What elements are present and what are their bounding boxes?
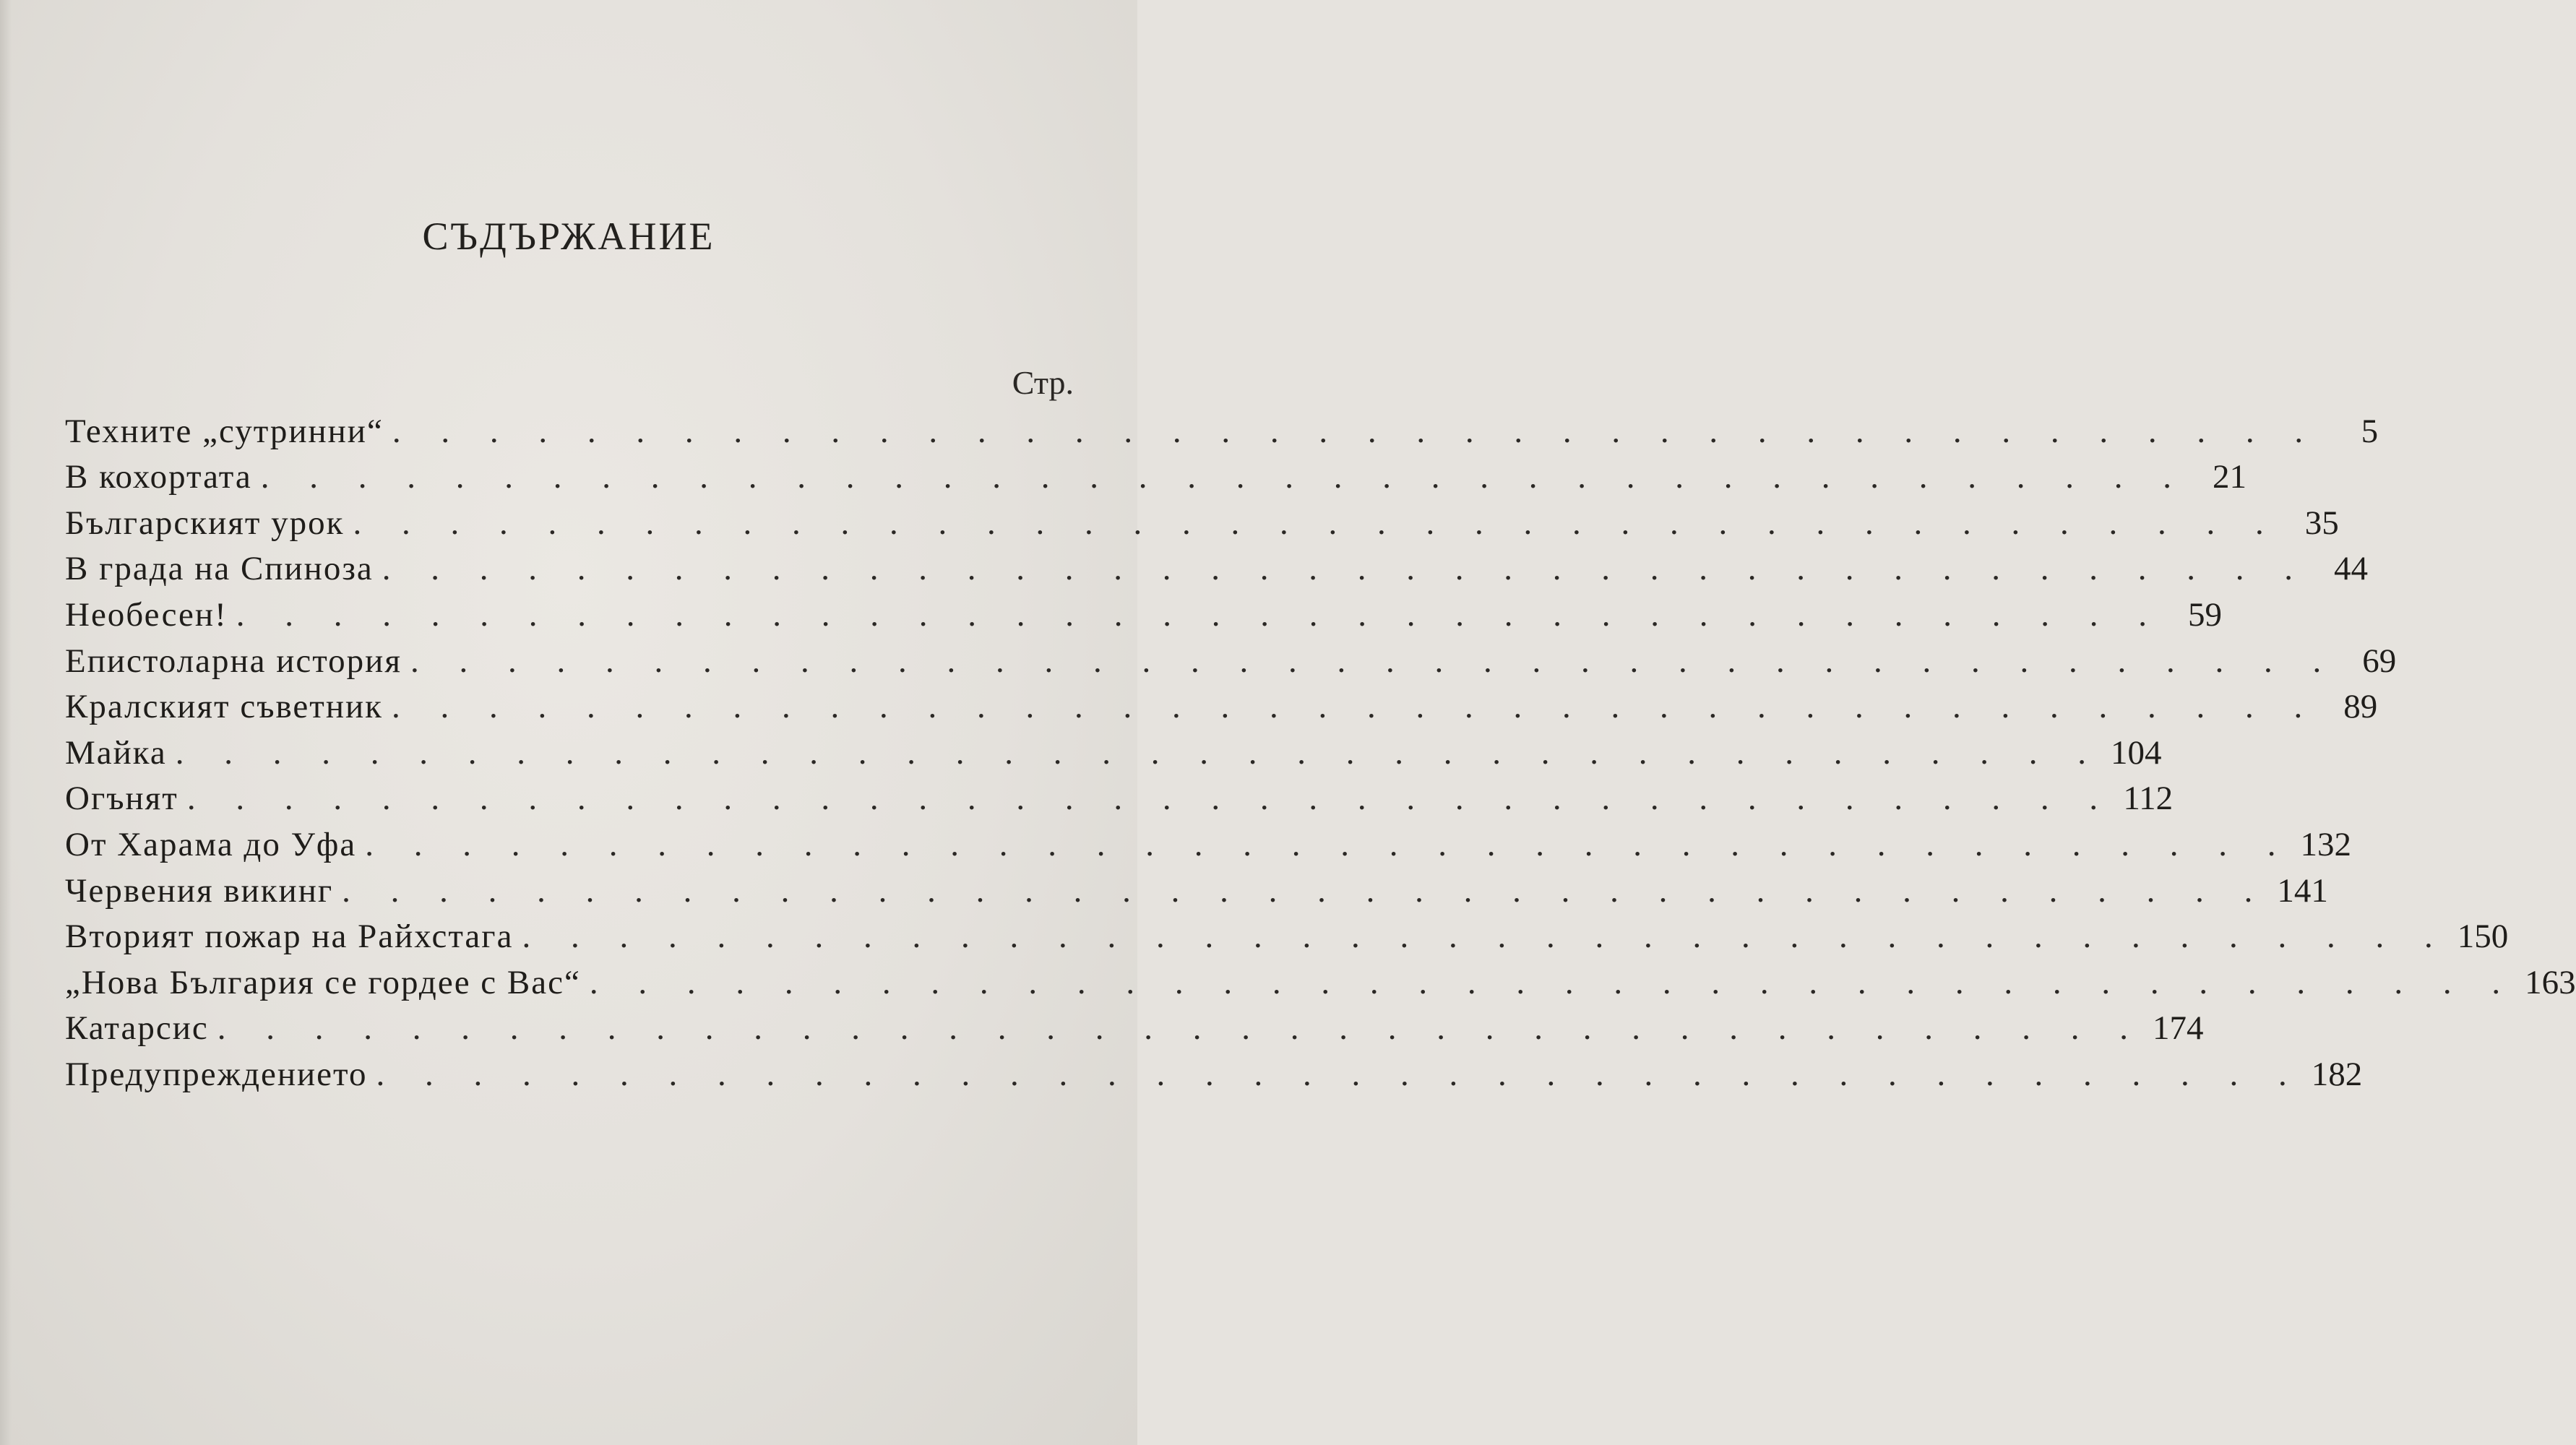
toc-entry-title: Катарсис	[65, 1009, 209, 1048]
toc-entry-page: 59	[2187, 595, 2222, 634]
dot-leader: . . . . . . . . . . . . . . . . . . . . . . . . . . . . . . . . . . . . . . . .	[365, 825, 2292, 863]
toc-list	[65, 407, 2576, 1096]
dot-leader: . . . . . . . . . . . . . . . . . . . . . . . . . . . . . . . . . . . . . . . .	[353, 504, 2280, 542]
toc-entry	[65, 728, 2162, 775]
toc-entry	[65, 545, 2369, 591]
dot-leader: . . . . . . . . . . . . . . . . . . . . . . . . . . . . . . . . . . . . . . . .	[236, 595, 2163, 634]
toc-entry	[65, 820, 2351, 866]
toc-entry-title: В кохортата	[65, 458, 252, 496]
toc-entry-title: Българският урок	[65, 504, 345, 542]
toc-entry	[65, 1004, 2204, 1051]
toc-entry-title: Вторият пожар на Райхстага	[65, 918, 514, 956]
toc-entry-page: 163	[2525, 963, 2576, 1001]
toc-entry	[65, 407, 2379, 453]
toc-entry-page: 21	[2212, 458, 2247, 496]
toc-entry-title: Необесен!	[65, 595, 228, 634]
dot-leader: . . . . . . . . . . . . . . . . . . . . . . . . . . . . . . . . . . . . . . . .	[410, 642, 2338, 680]
toc-entry-page: 5	[2361, 412, 2379, 450]
toc-entry-page: 35	[2304, 504, 2339, 542]
dot-leader: . . . . . . . . . . . . . . . . . . . . . . . . . . . . . . . . . . . . . . . .	[392, 412, 2319, 450]
toc-entry-page: 112	[2123, 780, 2174, 818]
toc-entry	[65, 913, 2509, 959]
toc-entry-page: 150	[2457, 918, 2509, 956]
toc-entry	[65, 866, 2328, 913]
toc-entry-title: Майка	[65, 733, 167, 772]
dot-leader: . . . . . . . . . . . . . . . . . . . . . . . . . . . . . . . . . . . . . . . .	[391, 688, 2319, 726]
toc-entry-page: 132	[2300, 825, 2351, 863]
page-column-label: Стр.	[1012, 364, 1074, 401]
toc-entry-title: Кралският съветник	[65, 688, 383, 726]
dot-leader: . . . . . . . . . . . . . . . . . . . . . . . . . . . . . . . . . . . . . . . .	[217, 1009, 2144, 1048]
dot-leader: . . . . . . . . . . . . . . . . . . . . . . . . . . . . . . . . . . . . . . . .	[382, 550, 2309, 588]
toc-entry-page: 89	[2343, 688, 2378, 726]
dot-leader: . . . . . . . . . . . . . . . . . . . . . . . . . . . . . . . . . . . . . . . .	[260, 458, 2187, 496]
toc-entry	[65, 637, 2397, 683]
toc-entry	[65, 1050, 2363, 1096]
dot-leader: . . . . . . . . . . . . . . . . . . . . . . . . . . . . . . . . . . . . . . . .	[175, 733, 2103, 772]
dot-leader: . . . . . . . . . . . . . . . . . . . . . . . . . . . . . . . . . . . . . . . .	[186, 780, 2114, 818]
toc-entry-page: 104	[2111, 733, 2162, 772]
toc-entry	[65, 453, 2247, 499]
toc-entry-title: Техните „сутринни“	[65, 412, 384, 450]
toc-entry-page: 69	[2362, 642, 2397, 680]
dot-leader: . . . . . . . . . . . . . . . . . . . . . . . . . . . . . . . . . . . . . . . .	[522, 918, 2449, 956]
toc-entry-title: От Харама до Уфа	[65, 825, 357, 863]
dot-leader: . . . . . . . . . . . . . . . . . . . . . . . . . . . . . . . . . . . . . . . .	[342, 871, 2269, 910]
toc-entry-title: Червения викинг	[65, 871, 334, 910]
toc-entry	[65, 958, 2576, 1004]
toc-entry-page: 44	[2334, 550, 2369, 588]
dot-leader: . . . . . . . . . . . . . . . . . . . . . . . . . . . . . . . . . . . . . . . .	[376, 1055, 2303, 1093]
toc-heading: СЪДЪРЖАНИЕ	[422, 215, 715, 258]
toc-entry-title: Епистоларна история	[65, 642, 402, 680]
dot-leader: . . . . . . . . . . . . . . . . . . . . . . . . . . . . . . . . . . . . . . . .	[589, 963, 2517, 1001]
toc-entry-title: В града на Спиноза	[65, 550, 374, 588]
toc-entry	[65, 683, 2378, 729]
toc-entry	[65, 590, 2222, 637]
toc-entry-page: 141	[2277, 871, 2328, 910]
toc-entry-page: 182	[2311, 1055, 2363, 1093]
toc-entry-page: 174	[2152, 1009, 2204, 1048]
toc-entry	[65, 499, 2339, 545]
toc-entry-title: Огънят	[65, 780, 178, 818]
toc-entry	[65, 775, 2174, 821]
toc-entry-title: Предупреждението	[65, 1055, 368, 1093]
toc-entry-title: „Нова България се гордее с Вас“	[65, 963, 581, 1001]
